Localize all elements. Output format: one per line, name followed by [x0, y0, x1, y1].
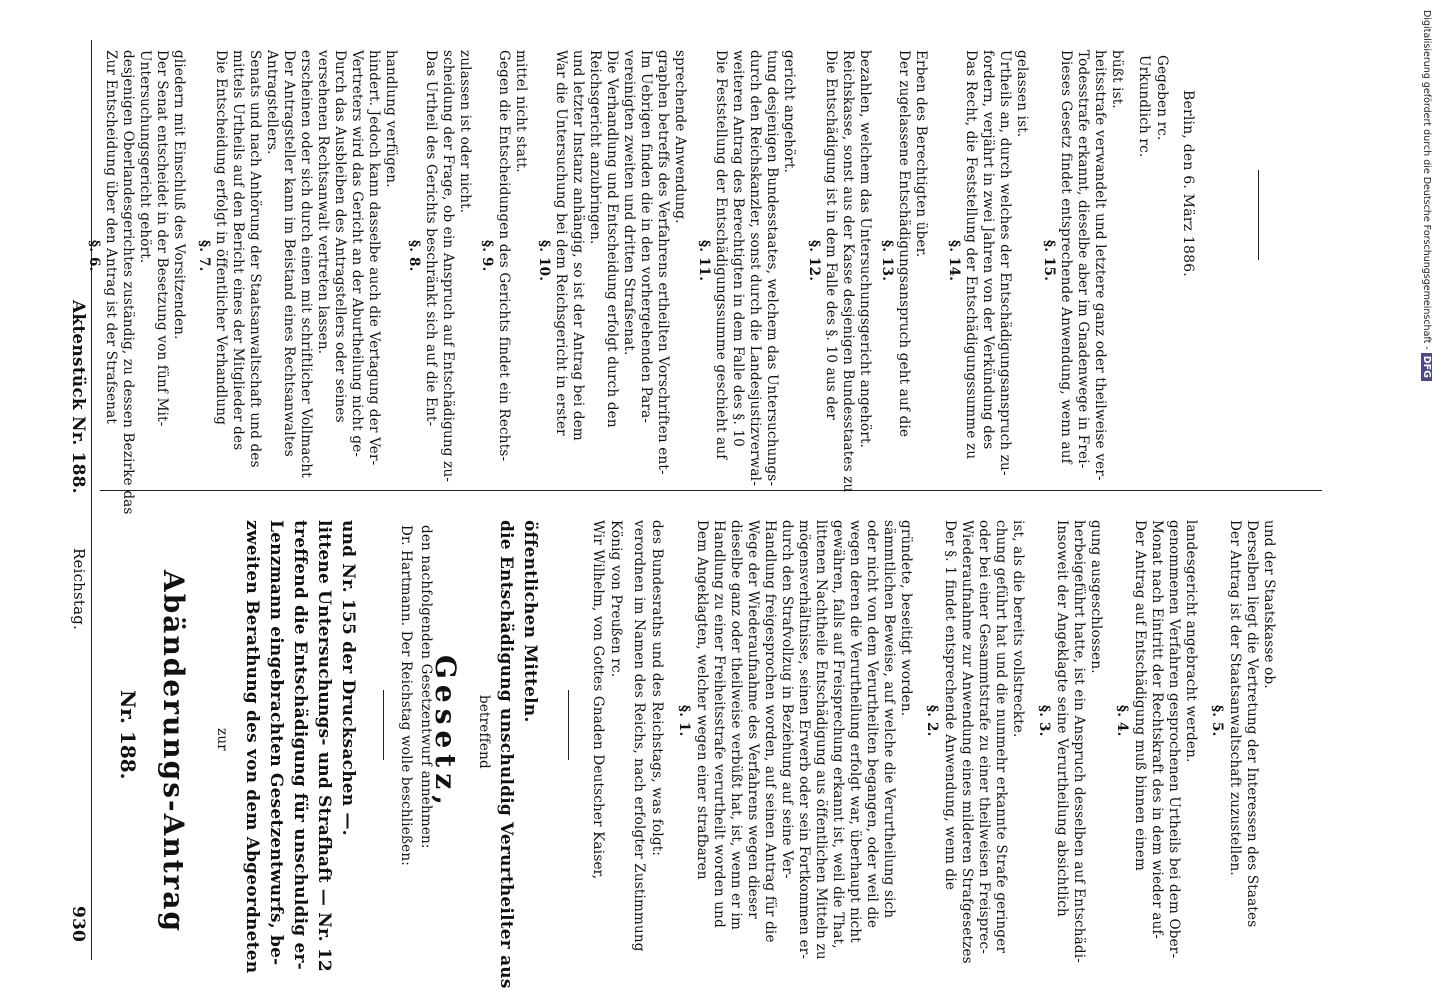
law-subtitle: öffentlichen Mitteln.: [520, 520, 540, 723]
section-line: Reichsgericht anzubringen.: [587, 50, 603, 245]
preamble-line: des Bundesraths und des Reichstags, was folgt:: [649, 520, 665, 857]
section-line: Der Antrag auf Entschädigung muß binnen einem: [1132, 520, 1148, 871]
section-line: büßt ist.: [1109, 50, 1125, 109]
intro-line: und Nr. 155 der Drucksachen —.: [338, 520, 358, 836]
section-line: hindert. Jedoch kann dasselbe auch die Vertagung der Ver-: [366, 50, 382, 466]
section-line: erscheinen oder sich durch einen mit schriftlicher Vollmacht: [298, 50, 314, 478]
section-line: durch den Reichskanzler, sonst durch die Landesjustizverwal-: [747, 50, 763, 486]
section-line: Urtheils an, durch welches der Entschädigungsanspruch zu-: [997, 50, 1013, 476]
section-line: dieselbe ganz oder theilweise verbüßt hat, ist, wenn er im: [728, 520, 744, 931]
section-line: Die Entscheidung erfolgt in öffentlicher Verhandlung: [213, 50, 229, 426]
section-line: mittel nicht statt.: [513, 50, 529, 173]
section-line: herbeigeführt hatte, ist ein Anspruch desselben auf Entschädi-: [1071, 520, 1087, 963]
section-line: handlung verfügen.: [383, 50, 399, 188]
section-line: gliedern mit Einschluß des Vorsitzenden.: [171, 50, 187, 340]
section-line: gelassen ist.: [1014, 50, 1030, 138]
section-line: Das Urtheil des Gerichts beschränkt sich auf die Ent-: [423, 50, 439, 427]
dfg-note: [1421, 10, 1432, 381]
section-label: §. 5.: [1209, 705, 1225, 737]
section-line: desjenigen Oberlandesgerichtes zuständig, zu dessen Bezirke das: [120, 50, 136, 515]
dfg-logo: DFG: [1421, 353, 1432, 381]
section-name: Reichstag.: [70, 548, 88, 631]
section-line: Zur Entscheidung über den Antrag ist der Strafsenat: [103, 50, 119, 425]
section-label: §. 4.: [1114, 705, 1130, 737]
closing-line: Urkundlich rc.: [1136, 55, 1152, 158]
intro-line: zweiten Berathung des von dem Abgeordneten: [242, 520, 262, 974]
section-label: §. 1.: [676, 705, 692, 737]
section-line: landesgericht angebracht werden.: [1183, 520, 1199, 763]
section-line: Insoweit der Angeklagte seine Verurtheilung absichtlich: [1054, 520, 1070, 917]
law-subtitle: die Entschädigung unschuldig Verurtheilter aus: [496, 520, 516, 989]
section-line: Die Feststellung der Entschädigungssumme geschieht auf: [713, 50, 729, 460]
section-line: gewähren, falls auf Freisprechung erkannt ist, weil die That,: [830, 520, 846, 949]
closing-rule: [1258, 170, 1259, 260]
section-line: Monat nach Eintritt der Rechtskraft des in dem wieder auf-: [1149, 520, 1165, 939]
section-line: War die Untersuchung bei dem Reichsgericht in erster: [553, 50, 569, 436]
section-line: Wiederaufnahme zur Anwendung eines milderen Strafgesetzes: [959, 520, 975, 964]
intro-line: littene Untersuchungs- und Strafhaft — Nr. 12: [314, 520, 334, 972]
section-line: Dem Angeklagten, welcher wegen einer strafbaren: [694, 520, 710, 880]
motion-zur: zur: [214, 728, 230, 751]
section-line: Dieses Gesetz findet entsprechende Anwendung, wenn auf: [1058, 50, 1074, 464]
signature-date: Berlin, den 6. März 1886.: [1180, 90, 1196, 277]
section-line: ist, als die bereits vollstreckte.: [1010, 520, 1026, 738]
section-line: wegen deren die Verurtheilung erfolgt war, überhaupt nicht: [847, 520, 863, 943]
section-line: Derselben liegt die Vertretung der Interessen des Staates: [1244, 520, 1260, 928]
section-line: fordern, verjährt in zwei Jahren von der Verkündung des: [980, 50, 996, 450]
section-line: und letzter Instanz anhängig, so ist der Antrag bei dem: [570, 50, 586, 441]
section-line: gründete, beseitigt worden.: [898, 520, 914, 717]
section-label: §. 6.: [86, 240, 102, 272]
motion-text: den nachfolgenden Gesetzentwurf annehmen:: [418, 525, 434, 849]
section-line: scheidung der Frage, ob ein Anspruch auf Entschädigung zu-: [440, 50, 456, 483]
section-line: Der Antragsteller kann im Beistand eines Rechtsanwaltes: [281, 50, 297, 457]
section-line: Durch das Ausbleiben des Antragstellers oder seines: [332, 50, 348, 423]
section-line: tung desjenigen Bundesstaates, welchem das Untersuchungs-: [764, 50, 780, 487]
law-betreffend: betreffend: [476, 695, 492, 769]
document-number: Aktenstück Nr. 188.: [68, 300, 88, 494]
header-rule: [91, 40, 92, 960]
section-line: bezahlen, welchem das Untersuchungsgericht angehört.: [857, 50, 873, 449]
dfg-note-text: Digitalisierung gefördert durch die Deutsche Forschungsgemeinschaft -: [1421, 10, 1432, 350]
section-line: Im Uebrigen finden die in den vorhergehenden Para-: [638, 50, 654, 424]
law-title: Gesetz,: [429, 655, 462, 811]
section-line: sprechende Anwendung.: [672, 50, 688, 224]
section-line: Der Antrag ist der Staatsanwaltschaft zuzustellen.: [1227, 520, 1243, 876]
section-line: Gegen die Entscheidungen des Gerichts findet ein Rechts-: [496, 50, 512, 462]
section-label: §. 9.: [479, 240, 495, 272]
section-label: §. 3.: [1036, 705, 1052, 737]
intro-line: Lenzmann eingebrachten Gesetzentwurfs, be-: [266, 520, 286, 966]
section-label: §. 7.: [196, 240, 212, 272]
section-line: Die Entschädigung ist in dem Falle des §. 10 aus der: [823, 50, 839, 421]
section-line: Reichskasse, sonst aus der Kasse desjenigen Bundesstaates zu: [840, 50, 856, 493]
section-label: §. 8.: [406, 240, 422, 272]
section-line: zulassen ist oder nicht.: [457, 50, 473, 214]
section-line: Vertreters wird das Gericht an der Aburtheilung nicht ge-: [349, 50, 365, 458]
section-line: Der Senat entscheidet in der Besetzung von fünf Mit-: [154, 50, 170, 427]
section-label: §. 12.: [806, 240, 822, 282]
section-line: versehenen Rechtsanwalt vertreten lassen.: [315, 50, 331, 355]
section-line: littenen Nachtheile Entschädigung aus öffentlichen Mitteln zu: [813, 520, 829, 960]
section-line: durch den Strafvollzug in Beziehung auf seine Ver-: [779, 520, 795, 879]
preamble-line: Wir Wilhelm, von Gottes Gnaden Deutscher Kaiser,: [590, 520, 606, 880]
section-line: Erben des Berechtigten über.: [913, 50, 929, 258]
section-line: und der Staatskasse ob.: [1261, 520, 1277, 689]
section-line: genommenen Verfahren gesprochenen Urtheils bei dem Ober-: [1166, 520, 1182, 959]
section-line: gericht angehört.: [781, 50, 797, 174]
section-line: Die Verhandlung und Entscheidung erfolgt durch den: [604, 50, 620, 428]
section-line: gung ausgeschlossen.: [1088, 520, 1104, 674]
motion-text: Dr. Hartmann. Der Reichstag wolle beschließen:: [398, 525, 414, 867]
section-line: oder nicht von dem Verurtheilten begangen, oder weil die: [864, 520, 880, 929]
motion-heading: Abänderungs-Antrag: [157, 570, 190, 934]
section-line: Handlung zu einer Freiheitsstrafe verurtheilt worden und: [711, 520, 727, 928]
section-line: oder bei einer Gesammtstrafe zu einer theilweisen Freisprec-: [976, 520, 992, 954]
divider: [568, 690, 569, 760]
section-line: Todesstrafe erkannt, dieselbe aber im Gnadenwege in Frei-: [1075, 50, 1091, 469]
section-line: weiteren Antrag des Berechtigten in dem Falle des §. 10: [730, 50, 746, 448]
section-line: Senats und nach Anhörung der Staatsanwaltschaft und des: [247, 50, 263, 468]
section-line: Das Recht, die Feststellung der Entschädigungssumme zu: [963, 50, 979, 460]
section-label: §. 2.: [924, 705, 940, 737]
preamble-line: verordnen im Namen des Reichs, nach erfolgter Zustimmung: [631, 520, 647, 952]
section-label: §. 15.: [1041, 240, 1057, 282]
section-line: sämmtlichen Beweise, auf welche die Verurtheilung sich: [881, 520, 897, 919]
motion-number: Nr. 188.: [116, 690, 140, 780]
section-line: Untersuchungsgericht gehört.: [137, 50, 153, 264]
preamble-line: König von Preußen rc.: [608, 520, 624, 678]
page-number: 930: [68, 906, 88, 943]
closing-line: Gegeben rc.: [1154, 55, 1170, 141]
section-line: Antragstellers.: [264, 50, 280, 155]
column-divider: [100, 490, 1322, 491]
section-line: Handlung freigesprochen worden, auf seinen Antrag für die: [762, 520, 778, 943]
section-line: Der §. 1 findet entsprechende Anwendung, wenn die: [942, 520, 958, 891]
section-line: heitsstrafe verwandelt und letztere ganz oder theilweise ver-: [1092, 50, 1108, 481]
section-line: graphen betreffs des Verfahrens ertheilten Vorschriften ent-: [655, 50, 671, 475]
section-label: §. 11.: [696, 240, 712, 282]
section-label: §. 14.: [946, 240, 962, 282]
intro-line: treffend die Entschädigung für unschuldig er-: [290, 520, 310, 970]
section-line: Der zugelassene Entschädigungsanspruch geht auf die: [896, 50, 912, 438]
section-line: chung geführt hat und die nunmehr erkannte Strafe geringer: [993, 520, 1009, 954]
section-line: mittels Urtheils auf den Bericht eines der Mitglieder des: [230, 50, 246, 451]
section-label: §. 10.: [536, 240, 552, 282]
section-line: Wege der Wiederaufnahme des Verfahrens wegen dieser: [745, 520, 761, 919]
section-line: vereinigten zweiten und dritten Strafsenat.: [621, 50, 637, 356]
divider: [383, 690, 384, 760]
section-line: mögensverhältnisse, seinen Erwerb oder sein Fortkommen er-: [796, 520, 812, 960]
section-label: §. 13.: [879, 240, 895, 282]
